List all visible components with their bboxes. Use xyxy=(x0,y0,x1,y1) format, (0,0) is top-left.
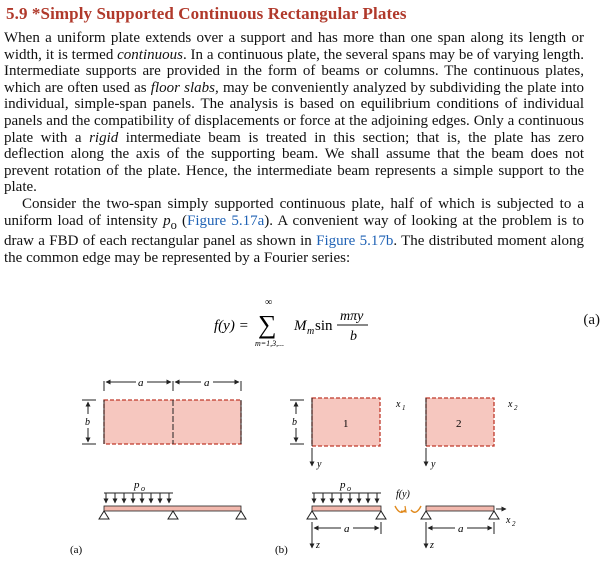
text-segment: Consider the two-span simply supported continuous plate, half of which is subjected to a uniform load of intensity xyxy=(4,195,584,229)
axis-x2-sub: 2 xyxy=(514,404,518,412)
axis-x1-sub: 1 xyxy=(402,404,406,412)
moment-label: f(y) xyxy=(396,489,410,500)
panel-2-label: 2 xyxy=(456,418,462,430)
paragraph xyxy=(4,196,584,266)
text-segment: rigid xyxy=(89,129,119,146)
moment-subscript: m xyxy=(307,326,315,337)
summation-sign: ∑ xyxy=(258,310,277,339)
panel-a-label: (a) xyxy=(70,544,83,556)
dim-a-right: a xyxy=(204,377,210,389)
text-segment: . In a continuous plate, the several spans may be of varying length. Intermediate supports are provided in the form of beams or columns. The continuous plates, which are often used as xyxy=(4,46,584,96)
section-heading xyxy=(6,4,407,24)
axis-x2-label: x xyxy=(508,399,513,410)
equation-lhs: f(y) = xyxy=(214,318,249,334)
figure-link[interactable]: Figure 5.17a xyxy=(187,212,265,229)
figure-panel-b xyxy=(275,398,518,556)
axis-y-label-2: y xyxy=(431,459,436,470)
panel-1-label: 1 xyxy=(343,418,349,430)
sum-upper-limit: ∞ xyxy=(265,300,273,308)
dim-b-a: b xyxy=(85,417,90,428)
text-segment: When a uniform plate extends over a support and has more than one span along its length or width, it is termed xyxy=(4,30,584,63)
axis-x2-label-beam: x xyxy=(506,515,511,526)
fraction-denominator: b xyxy=(350,329,357,344)
figure-link[interactable]: Figure 5.17b xyxy=(316,233,394,250)
load-sub-a: o xyxy=(141,484,145,493)
text-segment: o xyxy=(170,217,177,232)
axis-z-label-1: z xyxy=(316,540,320,551)
text-segment: p xyxy=(163,212,171,229)
axis-z-label-2: z xyxy=(430,540,434,551)
axis-x2-sub-beam: 2 xyxy=(512,520,516,528)
section-number: 5.9 xyxy=(6,4,28,23)
fourier-equation xyxy=(0,300,614,360)
dim-a-beam-2: a xyxy=(458,523,464,535)
text-segment: ). A convenient way of looking at the problem is to draw a FBD of each rectangular panel as shown in xyxy=(4,212,584,250)
load-label-a: p xyxy=(134,479,140,491)
panel-b-label: (b) xyxy=(275,544,288,556)
section-title: *Simply Supported Continuous Rectangular Plates xyxy=(31,4,407,23)
figure-panel-a xyxy=(70,377,246,556)
dim-b-b: b xyxy=(292,417,297,428)
axis-y-label-1: y xyxy=(317,459,322,470)
text-segment: continuous xyxy=(117,46,183,63)
dim-a-left: a xyxy=(138,377,144,389)
text-segment: , may be conveniently analyzed by subdividing the plate into individual, simple-span panels. The analysis is based on equilibrium conditions of individual panels and the compatibility of displacements or force at the adjoining edges. Only a continuous plate with a xyxy=(4,79,584,146)
equation-label: (a) xyxy=(583,312,600,328)
text-segment: ( xyxy=(176,212,187,229)
load-sub-b: o xyxy=(347,484,351,493)
dim-a-beam-1: a xyxy=(344,523,350,535)
text-segment: . The distributed moment along the common edge may be represented by a Fourier series: xyxy=(4,233,584,266)
text-segment: intermediate beam is treated in this section; that is, the plate has zero deflection along the axis of the supporting beam. We shall assume that the beam does not prevent rotation of the plate. Hence, the intermediate beam represents a simple support to the plate. xyxy=(4,129,584,196)
body-text xyxy=(4,30,584,266)
sum-lower-limit: m=1,3,... xyxy=(255,339,285,348)
text-segment: floor slabs xyxy=(150,79,216,96)
sine-function: sin xyxy=(315,318,333,334)
moment-term: M xyxy=(294,318,307,334)
paragraph xyxy=(4,30,584,196)
load-label-b: p xyxy=(340,479,346,491)
fraction-numerator: mπy xyxy=(340,309,364,324)
figure-5-17 xyxy=(0,360,614,569)
axis-x1-label: x xyxy=(396,399,401,410)
